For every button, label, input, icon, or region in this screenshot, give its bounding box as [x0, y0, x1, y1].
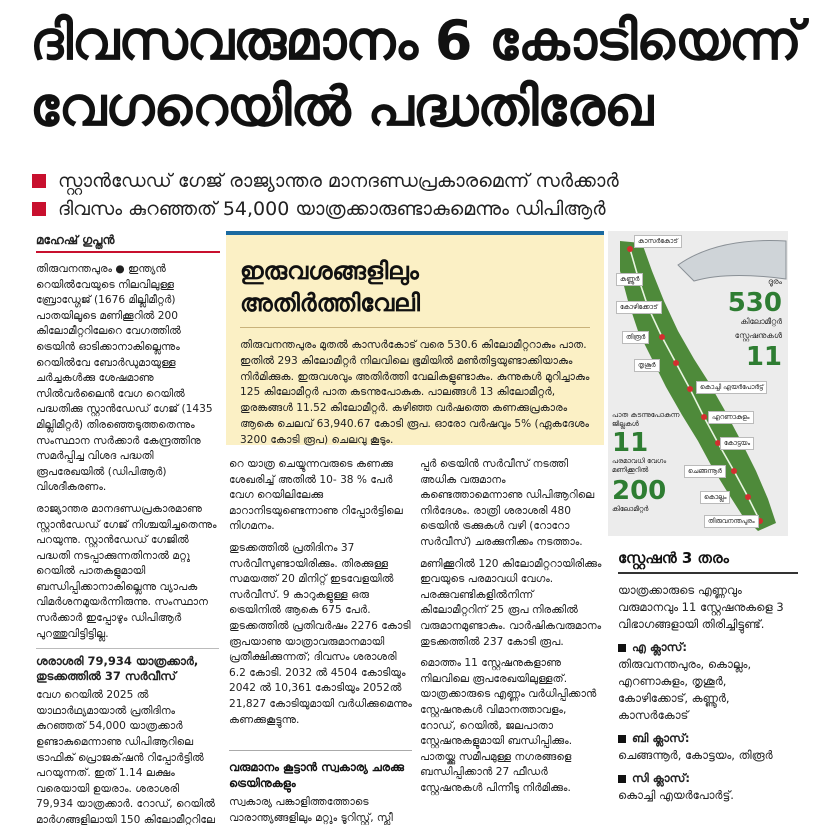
stations-count-label: സ്റ്റേഷനുകൾ [734, 331, 782, 340]
route-map [608, 231, 788, 536]
station-dot [701, 414, 707, 420]
town-tag: കോഴിക്കോട് [616, 301, 662, 314]
paragraph: മൊത്തം 11 സ്റ്റേഷനുകളാണു നിലവിലെ രൂപരേഖയിലുള്ളത്. യാത്രക്കാരുടെ എണ്ണം വർധിപ്പിക്കാൻ സ്റ്റേഷനുകൾ വിമാനത്താവളം, റോഡ്, റെയിൽ, ജലപാതാ സ്റ്റേഷനുകളുമായി ബന്ധിപ്പിക്കും. പാതയ്ക്കു സമീപമുള്ള നഗരങ്ങളെ ബന്ധിപ്പിക്കാൻ 27 ഫീഡർ സ്റ്റേഷനുകൾ പിന്നീടു നിർമിക്കും. [420, 657, 597, 794]
byline: മഹേഷ് ഗുപ്തൻ [36, 233, 115, 247]
subheadings [32, 168, 822, 224]
fence-infobox [226, 231, 604, 445]
article-column-2 [229, 457, 412, 734]
infobox-body: തിരുവനന്തപുരം മുതൽ കാസർകോട് വരെ 530.6 കിലോമീറ്ററാകും പാത. ഇതിൽ 293 കിലോമീറ്റർ നിലവിലെ ഭൂമിയിൽ മൺതിട്ടയുണ്ടാക്കിയാകും നിർമിക്കുക. ഇരുവശവും അതിർത്തി വേലികളുണ്ടാകും. കുന്നുകൾ മുറിച്ചാകും 125 കിലോമീറ്റർ പാത കടന്നുപോകുക. പാലങ്ങൾ 13 കിലോമീറ്റർ, തുരങ്കങ്ങൾ 11.52 കിലോമീറ്റർ. കഴിഞ്ഞ വർഷത്തെ കണക്കുപ്രകാരം ആകെ ചെലവ് 63,940.67 കോടി രൂപ. ഓരോ വർഷവും 5% (ഏകദേശം 3200 കോടി രൂപ) ചെലവു കൂടും. [240, 339, 590, 446]
station-classes-box [618, 548, 798, 804]
districts-label: പാത കടന്നുപോകുന്ന ജില്ലകൾ [612, 411, 680, 428]
subheading-2 [32, 196, 822, 222]
infobox-title-line-2: അതിർത്തിവേലി [240, 289, 420, 317]
headline-line-2: വേഗറെയിൽ പദ്ധതിരേഖ [30, 75, 653, 138]
paragraph: തുടക്കത്തിൽ പ്രതിദിനം 37 സർവീസുണ്ടായിരിക്കും. തിരക്കുള്ള സമയത്ത് 20 മിനിറ്റ് ഇടവേളയിൽ സർവീസ്. 9 കാറുകളുള്ള ഒരു ട്രെയിനിൽ ആകെ 675 പേർ. തുടക്കത്തിൽ പ്രതിവർഷം 2276 കോടി രൂപയാണു യാത്രാവരുമാനമായി പ്രതീക്ഷിക്കുന്നത്; ദിവസം ശരാശരി 6.2 കോടി. 2032 ൽ 4504 കോടിയും 2042 ൽ 10,361 കോടിയും 2052ൽ 21,827 കോടിയുമായി വർധിക്കുമെന്നും കണക്കുകൂട്ടുന്നു. [229, 541, 412, 726]
town-tag: ചെങ്ങന്നൂർ [684, 465, 726, 478]
infobox-title [240, 255, 604, 319]
paragraph: പ്പർ ട്രെയിൻ സർവീസ് നടത്തി അധിക വരുമാനം കണ്ടെത്താമെന്നാണു ഡിപിആറിലെ നിർദേശം. രാത്രി ശരാശരി 480 ട്രെയിൻ ട്രക്കുകൾ വഴി (റോറോ സർവീസ്) ചരക്കുനീക്കം നടത്താം. [420, 458, 595, 548]
paragraph: തിരുവനന്തപുരം ● ഇന്ത്യൻ റെയിൽവേയുടെ നിലവിലുള്ള ബ്രോഡ്ഗേജ് (1676 മില്ലിമീറ്റർ) പാതയിലൂടെ മണിക്കൂറിൽ 200 കിലോമീറ്ററിലേറെ വേഗത്തിൽ ട്രെയിൻ ഓടിക്കാനാകില്ലെന്നും റെയിൽവേ ബോർഡുമായുള്ള ചർച്ചകൾക്കു ശേഷമാണു സിൽവർലൈൻ വേഗ റെയിൽ പദ്ധതിക്കു സ്റ്റാൻഡേഡ് ഗേജ് (1435 മില്ലിമീറ്റർ) തിരഞ്ഞെടുത്തതെന്നും സംസ്ഥാന സർക്കാർ കേന്ദ്രത്തിനു സമർപ്പിച്ച വിശദ പദ്ധതി രൂപരേഖയിൽ (ഡിപിആർ) വിശദീകരണം. [36, 263, 213, 494]
max-speed-unit: കിലോമീറ്റർ [612, 505, 649, 513]
town-tag: കോട്ടയം [720, 437, 754, 450]
distance-label: ദൂരം [767, 277, 782, 286]
station-dot [627, 246, 633, 252]
districts-value: 11 [612, 428, 649, 458]
class-name: ബി ക്ലാസ്: [632, 731, 690, 745]
column-subhead: ശരാശരി 79,934 യാത്രക്കാർ, തുടക്കത്തിൽ 37 സർവീസ് [36, 648, 219, 684]
square-bullet-icon [618, 644, 626, 652]
square-bullet-icon [618, 735, 626, 743]
subbox-title: വരുമാനം കൂട്ടാൻ സ്വകാര്യ ചരക്കു ട്രെയിനുകളും [229, 760, 404, 790]
infobox-title-line-1: ഇരുവശങ്ങളിലും [240, 257, 419, 285]
town-tag: കൊല്ലം [700, 491, 730, 504]
paragraph: റെ യാത്ര ചെയ്യുന്നവരുടെ കണക്കു ശേഖരിച്ച് അതിൽ 10- 38 % പേർ വേഗ റെയിലിലേക്കു മാറാനിടയുണ്ടെന്നാണു റിപ്പോർട്ടിലെ നിഗമനം. [229, 458, 403, 533]
station-dot [731, 468, 737, 474]
article-column-3 [420, 457, 603, 802]
station-classes-title: സ്റ്റേഷൻ 3 തരം [618, 548, 798, 574]
subheading-text: സ്റ്റാൻഡേഡ് ഗേജ് രാജ്യാന്തര മാനദണ്ഡപ്രകാരമെന്ന് സർക്കാർ [58, 170, 619, 192]
infobox-divider [240, 327, 590, 328]
headline-line-1: ദിവസവരുമാനം 6 കോടിയെന്ന് [30, 9, 802, 72]
distance-unit: കിലോമീറ്റർ [740, 317, 782, 326]
subheading-1 [32, 168, 822, 194]
class-name: സി ക്ലാസ്: [632, 771, 690, 785]
class-name: എ ക്ലാസ്: [632, 640, 688, 654]
square-bullet-icon [618, 775, 626, 783]
town-tag: എറണാകുളം [708, 411, 754, 424]
paragraph: മണിക്കൂറിൽ 120 കിലോമീറ്ററായിരിക്കും ഇവയുടെ പരമാവധി വേഗം. പരക്കുവണ്ടികളിൽനിന്ന് കിലോമീറ്ററിന് 25 രൂപ നിരക്കിൽ വരുമാനമുണ്ടാകും. വാർഷികവരുമാനം തുടക്കത്തിൽ 237 കോടി രൂപ. [420, 557, 602, 648]
subheading-text: ദിവസം കുറഞ്ഞത് 54,000 യാത്രക്കാരുണ്ടാകുമെന്നും ഡിപിആർ [58, 198, 606, 220]
distance-value: 530 [727, 288, 782, 318]
station-dot [673, 360, 679, 366]
station-class-a [618, 639, 798, 724]
revenue-subbox [229, 750, 412, 825]
class-station-list: കൊച്ചി എയർപോർട്ട്. [618, 788, 734, 802]
town-tag: തിരൂർ [622, 331, 649, 344]
station-dot [687, 386, 693, 392]
town-tag: കൊച്ചി എയർപോർട്ട് [696, 381, 767, 394]
town-tag: തൃശൂർ [634, 359, 660, 372]
max-speed-value: 200 [612, 476, 667, 506]
red-square-icon [32, 174, 46, 188]
headline [30, 8, 820, 140]
subbox-body: സ്വകാര്യ പങ്കാളിത്തത്തോടെ വാരാന്ത്യങ്ങളിലും മറ്റും ടൂറിസ്റ്റ്, സ്ലീ [229, 796, 393, 824]
class-station-list: ചെങ്ങന്നൂർ, കോട്ടയം, തിരൂർ [618, 748, 773, 762]
station-dot [659, 334, 665, 340]
station-class-b [618, 730, 798, 764]
town-tag: തിരുവനന്തപുരം [704, 515, 759, 528]
station-dot [745, 494, 751, 500]
class-station-list: തിരുവനന്തപുരം, കൊല്ലം, എറണാകുളം, തൃശൂർ, കോഴിക്കോട്, കണ്ണൂർ, കാസർകോട് [618, 657, 752, 722]
paragraph: വേഗ റെയിൽ 2025 ൽ യാഥാർഥ്യമായാൽ പ്രതിദിനം കുറഞ്ഞത് 54,000 യാത്രക്കാർ ഉണ്ടാകുമെന്നാണു ഡിപിആറിലെ ട്രാഫിക് പ്രൊജക്‌ഷൻ റിപ്പോർട്ടിൽ പറയുന്നത്. ഇത് 1.14 ലക്ഷം വരെയായി ഉയരാം. ശരാശരി 79,934 യാത്രക്കാർ. റോഡ്, റെയിൽ മാർഗങ്ങളിലായി 150 കിലോമീറ്ററിലേ [36, 689, 216, 825]
town-tag: കണ്ണൂർ [616, 273, 643, 286]
station-class-c [618, 770, 798, 804]
article-column-1 [36, 262, 219, 825]
station-classes-intro: യാത്രക്കാരുടെ എണ്ണവും വരുമാനവും 11 സ്റ്റേഷനുകളെ 3 വിഭാഗങ്ങളായി തിരിച്ചിട്ടുണ്ട്. [618, 583, 784, 631]
max-speed-label: പരമാവധി വേഗം മണിക്കൂറിൽ [612, 457, 667, 474]
red-square-icon [32, 202, 46, 216]
paragraph: രാജ്യാന്തര മാനദണ്ഡപ്രകാരമാണു സ്റ്റാൻഡേഡ് ഗേജ് നിശ്ചയിച്ചതെന്നും പറയുന്നു. സ്റ്റാൻഡേഡ് ഗേജിൽ പദ്ധതി നടപ്പാക്കുന്നതിനാൽ മറ്റു റെയിൽ പാതകളുമായി ബന്ധിപ്പിക്കാനാകില്ലെന്നു വ്യാപക വിമർശനമുയർന്നിരുന്നു. സംസ്ഥാന സർക്കാർ ഇപ്പോഴും ഡിപിആർ പുറത്തുവിട്ടിട്ടില്ല. [36, 502, 217, 640]
byline-divider [36, 251, 220, 253]
town-tag: കാസർകോട് [634, 235, 682, 248]
stations-count-value: 11 [745, 342, 782, 372]
